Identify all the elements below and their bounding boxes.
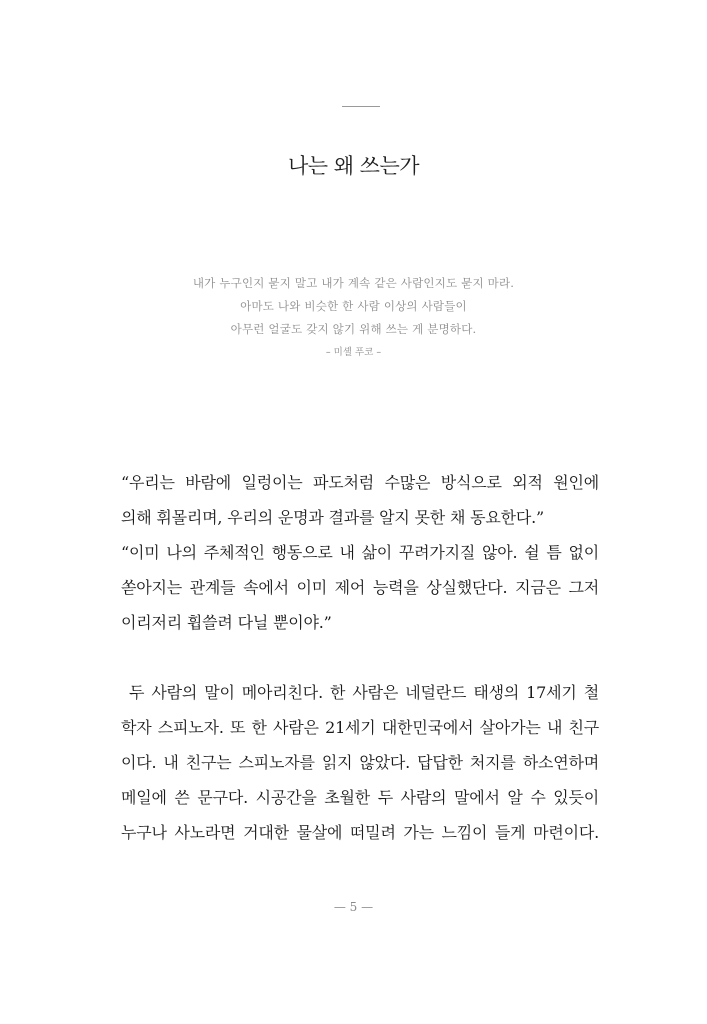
body-text	[121, 465, 599, 850]
epigraph-line: 아마도 나와 비슷한 한 사람 이상의 사람들이	[240, 299, 467, 313]
epigraph-line: 내가 누구인지 묻지 말고 내가 계속 같은 사람인지도 묻지 마라.	[192, 276, 515, 290]
paragraph-2-line: 쏟아지는 관계들 속에서 이미 제어 능력을 상실했단다. 지금은 그저	[121, 578, 599, 597]
epigraph-source: – 미셸 푸코 –	[325, 347, 382, 358]
paragraph-3-line: 메일에 쓴 문구다. 시공간을 초월한 두 사람의 말에서 알 수 있듯이	[121, 788, 599, 807]
epigraph-line: 아무런 얼굴도 갖지 않기 위해 쓰는 게 분명하다.	[230, 322, 477, 336]
paragraph-3-line: 두 사람의 말이 메아리친다. 한 사람은 네덜란드 태생의 17세기 철	[129, 683, 599, 702]
paragraph-3-line: 이다. 내 친구는 스피노자를 읽지 않았다. 답답한 처지를 하소연하며	[121, 753, 599, 772]
paragraph-2-line: “이미 나의 주체적인 행동으로 내 삶이 꾸려가지질 않아. 쉴 틈 없이	[121, 543, 599, 562]
paragraph-1-line: 의해 휘몰리며, 우리의 운명과 결과를 알지 못한 채 동요한다.”	[121, 508, 544, 527]
paragraph-1-line: “우리는 바람에 일렁이는 파도처럼 수많은 방식으로 외적 원인에	[121, 473, 599, 492]
paragraph-3-line: 누구나 사노라면 거대한 물살에 떠밀려 가는 느낌이 들게 마련이다.	[121, 823, 599, 842]
paragraph-spacer	[121, 640, 599, 675]
paragraph-3-line: 학자 스피노자. 또 한 사람은 21세기 대한민국에서 살아가는 내 친구	[121, 718, 599, 737]
paragraph-2-line: 이리저리 휩쓸려 다닐 뿐이야.”	[121, 613, 332, 632]
page-number: — 5 —	[333, 900, 374, 914]
top-divider-rule	[342, 106, 380, 107]
chapter-title: 나는 왜 쓰는가	[287, 154, 420, 178]
epigraph	[0, 272, 707, 358]
